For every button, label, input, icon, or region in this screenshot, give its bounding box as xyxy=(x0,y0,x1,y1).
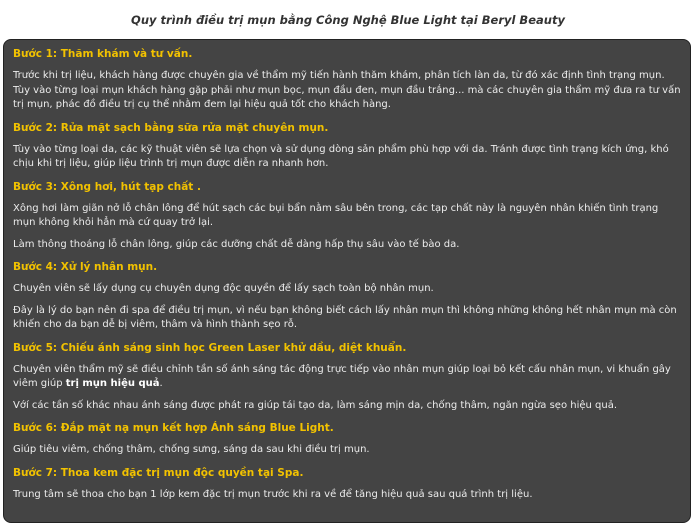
procedure-panel xyxy=(3,39,691,523)
highlight-text: trị mụn hiệu quả xyxy=(65,378,160,389)
step-paragraph: Vớí các tần số khác nhau ánh sáng được phát ra giúp tái tạo da, làm sáng mịn da, chống thâm, ngăn ngừa sẹo hiệu quả. xyxy=(13,399,618,411)
step-7 xyxy=(13,465,681,503)
step-5 xyxy=(13,340,681,414)
step-title: Bước 2: Rửa mặt sạch bằng sữa rửa mặt chuyên mụn. xyxy=(13,121,329,134)
step-4 xyxy=(13,259,681,333)
step-paragraph: Đây là lý do bạn nên đi spa để điều trị mụn, vì nếu bạn không biết cách lấy nhân mụn thì không những không hết nhân mụn mà còn khiến cho da bạn dễ bị viêm, thâm và hình thành sẹo rỗ. xyxy=(13,304,677,330)
step-paragraph: Làm thông thoáng lỗ chân lông, giúp các dưỡng chất dễ dàng hấp thụ sâu vào tế bào da. xyxy=(13,238,460,250)
step-2 xyxy=(13,120,681,172)
step-paragraph: Trước khi trị liệu, khách hàng được chuyên gia về thẩm mỹ tiến hành thăm khám, phân tích làn da, từ đó xác định tình trạng mụn. Tùy vào từng loại mụn khách hàng gặp phải như mụn bọc, mụn đầu đen, mụn đầu trắng... mà các chuyên gia thẩm mỹ đưa ra tư vấn trị mụn, phác đồ điều trị cụ thể nhằm đem lại hiệu quả tốt cho khách hàng. xyxy=(13,70,681,110)
step-paragraph xyxy=(13,363,681,392)
step-title: Bước 5: Chiếu ánh sáng sinh học Green Laser khử dầu, diệt khuẩn. xyxy=(13,341,407,354)
step-title: Bước 7: Thoa kem đặc trị mụn độc quyền tại Spa. xyxy=(13,466,304,479)
step-1 xyxy=(13,46,681,113)
page-title: Quy trình điều trị mụn bằng Công Nghệ Blue Light tại Beryl Beauty xyxy=(131,13,565,27)
step-paragraph: Giúp tiêu viêm, chống thâm, chống sưng, sáng da sau khi điều trị mụn. xyxy=(13,444,370,455)
step-paragraph: Xông hơi làm giãn nở lỗ chân lông để hút sạch các bụi bẩn nằm sâu bên trong, các tạp chất này là nguyên nhân khiến tình trạng mụn không khỏi hẳn mà cứ quay trở lại. xyxy=(13,202,659,228)
step-paragraph-end: . xyxy=(159,378,163,389)
step-title: Bước 4: Xử lý nhân mụn. xyxy=(13,261,158,273)
step-paragraph: Chuyên viên sẽ lấy dụng cụ chuyên dụng độc quyền để lấy sạch toàn bộ nhân mụn. xyxy=(13,283,434,294)
step-6 xyxy=(13,420,681,458)
step-paragraph-text: Chuyên viên thẩm mỹ sẽ điều chỉnh tần số ánh sáng tác động trực tiếp vào nhân mụn giúp loại bỏ kết cấu nhân mụn, vi khuẩn gây viêm giúp xyxy=(13,363,671,389)
step-3 xyxy=(13,179,681,253)
step-title: Bước 6: Đắp mặt nạ mụn kết hợp Ánh sáng Blue Light. xyxy=(13,422,334,434)
step-title: Bước 1: Thăm khám và tư vấn. xyxy=(13,48,193,60)
step-paragraph: Tùy vào từng loại da, các kỹ thuật viên sẽ lựa chọn và sử dụng dòng sản phẩm phù hợp với da. Tránh được tình trạng kích ứng, khó chịu khi trị liệu, giúp liệu trình trị mụn được diễn ra nhanh hơn. xyxy=(13,143,669,169)
step-paragraph: Trung tâm sẽ thoa cho bạn 1 lớp kem đặc trị mụn trước khi ra về để tăng hiệu quả sau quá trình trị liệu. xyxy=(13,488,533,500)
step-title: Bước 3: Xông hơi, hút tạp chất . xyxy=(13,180,201,193)
